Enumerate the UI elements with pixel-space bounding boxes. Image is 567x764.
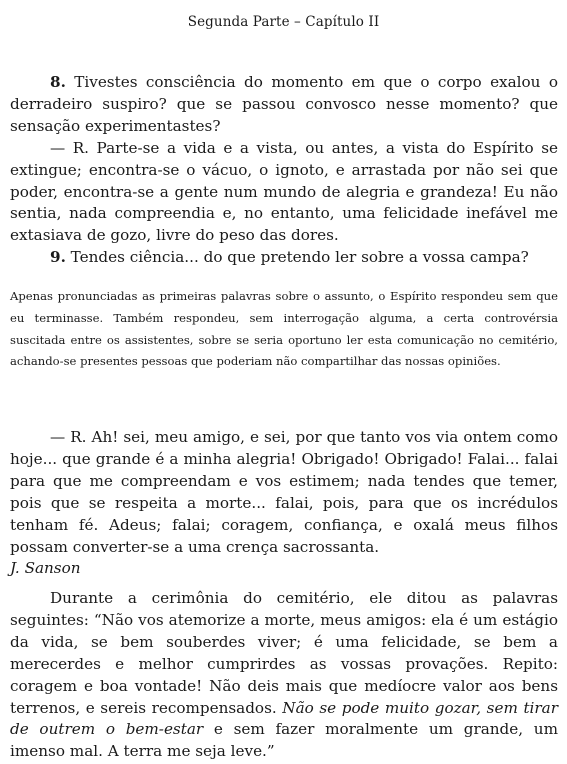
question-number: 8.	[50, 73, 66, 91]
question-text: Tivestes consciência do momento em que o corpo exalou o derradeiro suspiro? que se passou convosco nesse momento? que sensação experimentastes?	[10, 73, 558, 135]
question-text: Tendes ciência... do que pretendo ler sobre a vossa campa?	[65, 248, 529, 267]
question-number: 9.	[50, 248, 66, 267]
note-paragraph: Apenas pronunciadas as primeiras palavras sobre o assunto, o Espírito respondeu sem que eu terminasse. Também respondeu, sem interrogação alguma, a certa controvérsia suscitada entre os assistentes, sobre se seria oportuno ler esta comunicação no cemitério, achando-se presentes pessoas que poderiam não compartilhar das nossas opiniões.	[10, 289, 558, 369]
editorial-note	[10, 286, 558, 373]
cemetery-paragraph	[10, 588, 558, 763]
paragraph-text-end: e sem fazer moralmente um grande, um imenso mal. A terra me seja leve.”	[10, 720, 558, 761]
signature: J. Sanson	[10, 559, 81, 578]
running-header: Segunda Parte – Capítulo II	[187, 14, 380, 30]
question-9	[10, 247, 558, 269]
main-text-block-3	[10, 588, 558, 763]
main-text-block-2	[10, 427, 558, 580]
main-text-block-1	[10, 72, 558, 269]
answer-8: — R. Parte-se a vida e a vista, ou antes, a vista do Espírito se extingue; encontra-se o vácuo, o ignoto, e arrastada por não sei que poder, encontra-se a gente num mundo de alegria e grandeza! Eu não sentia, nada compreendia e, no entanto, uma felicidade inefável me extasiava de gozo, livre do peso das dores.	[10, 138, 558, 245]
paragraph-text: Durante a cerimônia do cemitério, ele ditou as palavras seguintes: “Não vos atemorize a morte, meus amigos: ela é um estágio da vida, se bem souberdes viver; é uma felicidade, se bem a merecerdes e melhor cumprirdes as vossas provações. Repito: coragem e boa vontade! Não deis mais que medíocre valor aos bens terrenos, e sereis recompensados.	[10, 589, 558, 717]
answer-9: — R. Ah! sei, meu amigo, e sei, por que tanto vos via ontem como hoje... que grande é a minha alegria! Obrigado! Obrigado! Falai... falai para que me compreendam e vos estimem; nada tendes que temer, pois que se respeita a morte... falai, pois, para que os incrédulos tenham fé. Adeus; falai; coragem, confiança, e oxalá meus filhos possam converter-se a uma crença sacrossanta.	[10, 428, 558, 556]
italic-quote: Não se pode muito gozar, sem tirar de outrem o bem-estar	[10, 698, 558, 739]
question-8	[10, 72, 558, 138]
